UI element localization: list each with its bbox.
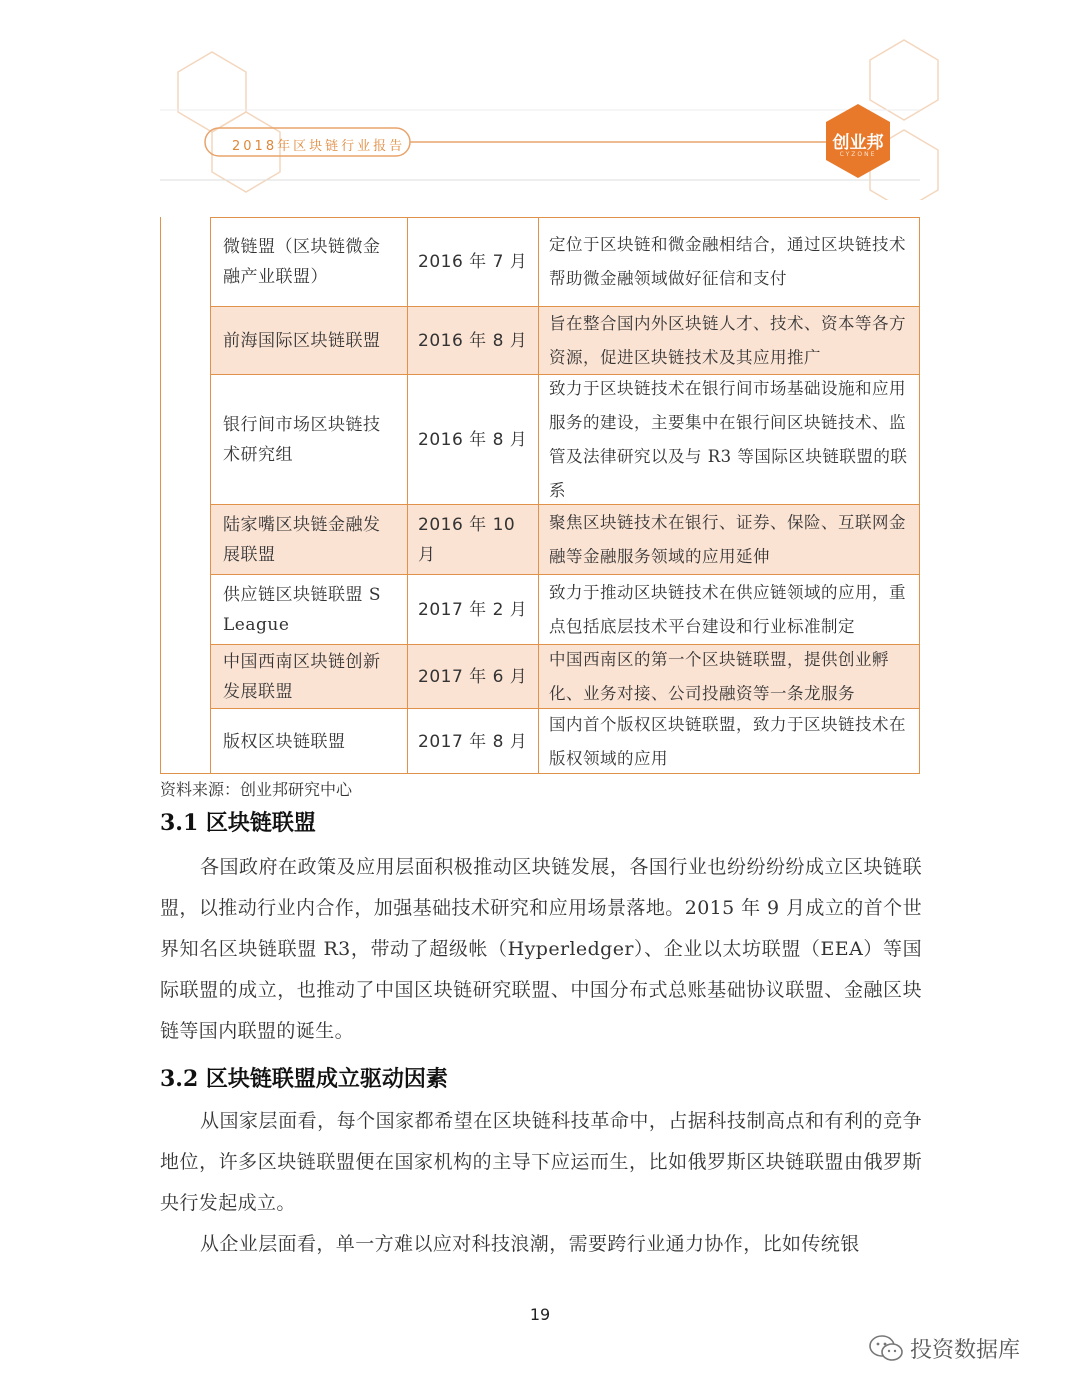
table-row [210,644,920,708]
alliance-name: 微链盟（区块链微金融产业联盟） [223,237,381,287]
alliance-date: 2016 年 7 月 [418,252,528,272]
alliance-name: 供应链区块链联盟 S League [223,584,382,635]
alliance-date: 2017 年 8 月 [418,731,528,752]
alliance-date: 2016 年 10 月 [418,514,516,565]
alliance-description: 定位于区块链和微金融相结合，通过区块链技术帮助微金融领域做好征信和支付 [549,235,906,288]
table-row [210,306,920,374]
alliance-date: 2017 年 2 月 [418,599,528,620]
table-row [210,374,920,504]
alliance-date: 2017 年 6 月 [418,666,528,687]
alliance-description: 国内首个版权区块链联盟，致力于区块链技术在版权领域的应用 [549,714,906,768]
watermark-text: 投资数据库 [910,1338,1021,1363]
alliance-name: 中国西南区块链创新发展联盟 [223,651,381,702]
alliance-name: 陆家嘴区块链金融发展联盟 [223,514,381,565]
report-title: 2018年区块链行业报告 [232,139,406,154]
alliance-date: 2016 年 8 月 [418,429,528,450]
table-bottom-border [210,773,920,774]
alliance-description: 中国西南区的第一个区块链联盟，提供创业孵化、业务对接、公司投融资等一条龙服务 [549,649,889,703]
alliance-date: 2016 年 8 月 [418,330,528,351]
section-3-2-paragraph-1: 从国家层面看，每个国家都希望在区块链科技革命中，占据科技制高点和有利的竞争地位，许多区块链联盟便在国家机构的主导下应运而生，比如俄罗斯区块链联盟由俄罗斯央行发起成立。 [160,1110,922,1214]
alliance-name: 银行间市场区块链技术研究组 [223,414,381,465]
logo-subtext: CYZONE [839,151,877,158]
watermark [868,1333,1020,1364]
header-decoration [0,0,1080,200]
alliance-description: 聚焦区块链技术在银行、证券、保险、互联网金融等金融服务领域的应用延伸 [549,512,906,566]
section-3-2-paragraph-2: 从企业层面看，单一方难以应对科技浪潮，需要跨行业通力协作，比如传统银 [200,1233,860,1255]
wechat-icon [868,1334,904,1364]
alliance-name: 前海国际区块链联盟 [223,330,381,351]
section-heading-3-1: 3.1 区块链联盟 [160,810,316,836]
page-number: 19 [529,1305,551,1324]
alliance-table [160,217,920,774]
table-row [210,708,920,774]
table-row [210,574,920,644]
table-row [210,504,920,574]
section-heading-3-2: 3.2 区块链联盟成立驱动因素 [160,1066,448,1092]
logo-text: 创业邦 [832,133,884,153]
table-category-column [160,217,210,774]
alliance-description: 致力于推动区块链技术在供应链领域的应用，重点包括底层技术平台建设和行业标准制定 [549,582,906,636]
section-3-1-paragraph: 各国政府在政策及应用层面积极推动区块链发展，各国行业也纷纷纷纷成立区块链联盟，以推动行业内合作，加强基础技术研究和应用场景落地。2015 年 9 月成立的首个世界知名区块链联盟 R3，带动了超级帐（Hyperledger）、企业以太坊联盟（EEA）等国际联盟的成立，也推动了中国区块链研究联盟、中国分布式总账基础协议联盟、金融区块链等国内联盟的诞生。 [160,856,922,1042]
table-source: 资料来源：创业邦研究中心 [160,780,353,799]
alliance-description: 旨在整合国内外区块链人才、技术、资本等各方资源，促进区块链技术及其应用推广 [549,313,906,367]
alliance-description: 致力于区块链技术在银行间市场基础设施和应用服务的建设，主要集中在银行间区块链技术、监管及法律研究以及与 R3 等国际区块链联盟的联系 [549,378,908,500]
table-row [210,217,920,306]
alliance-name: 版权区块链联盟 [223,731,346,752]
